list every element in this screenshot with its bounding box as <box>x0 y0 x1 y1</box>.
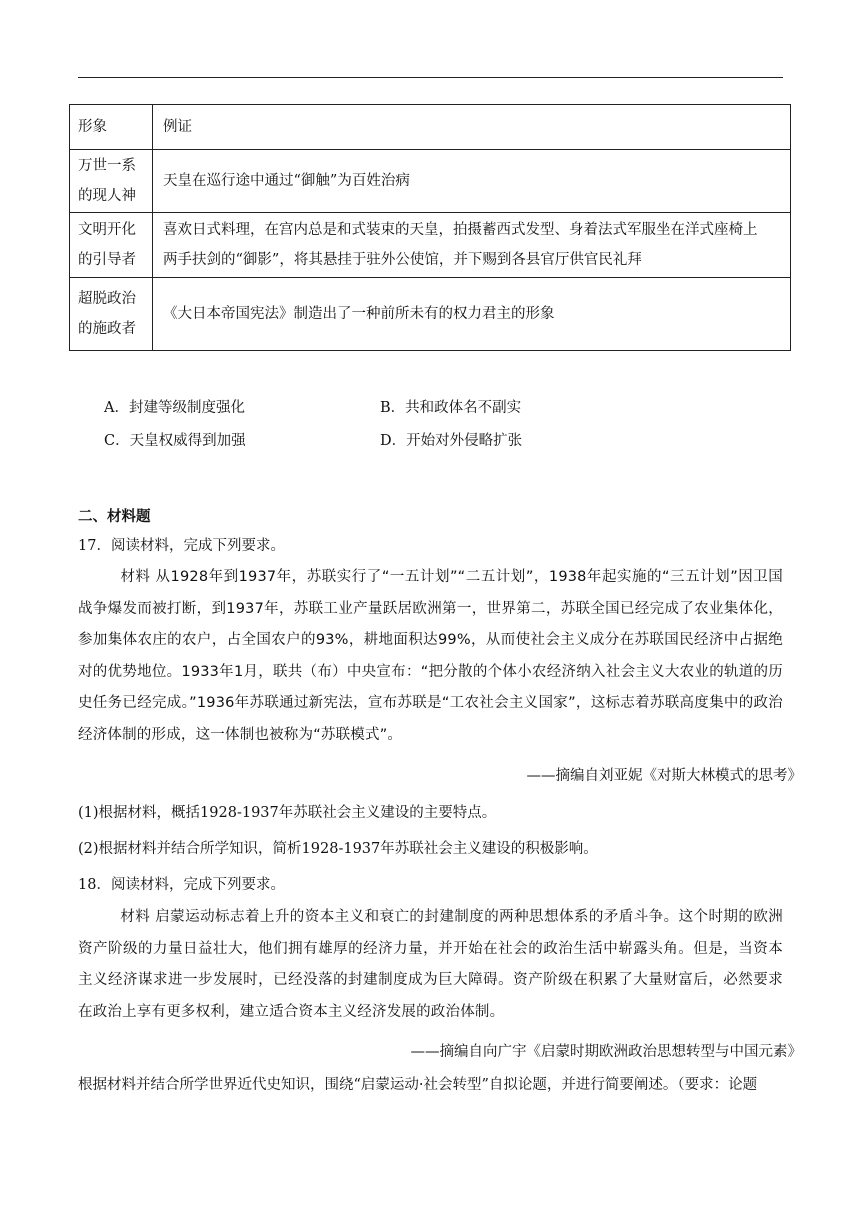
header-cell-evidence: 例证 <box>153 105 791 150</box>
table-row <box>70 150 791 213</box>
q18-material-text: 材料 启蒙运动标志着上升的资本主义和衰亡的封建制度的两种思想体系的矛盾斗争。这个时期的欧洲资产阶级的力量日益壮大，他们拥有雄厚的经济力量，并开始在社会的政治生活中崭露头角。但是，当资本主义经济谋求进一步发展时，已经没落的封建制度成为巨大障碍。资产阶级在积累了大量财富后，必然要求在政治上享有更多权利，建立适合资本主义经济发展的政治体制。 <box>78 909 783 1020</box>
section-title: 二、材料题 <box>78 509 151 525</box>
evidence-cell: 天皇在巡行途中通过“御触”为百姓治病 <box>153 150 791 213</box>
image-line: 的引导者 <box>78 252 136 268</box>
q17-source: ——摘编自刘亚妮《对斯大林模式的思考》 <box>526 768 802 784</box>
evidence-line: 喜欢日式料理，在宫内总是和式装束的天皇，拍摄蓄西式发型、身着法式军服坐在洋式座椅上 <box>163 222 758 238</box>
image-cell <box>70 213 153 278</box>
option-c[interactable]: C．天皇权威得到加强 <box>104 433 246 449</box>
image-line: 万世一系 <box>78 158 136 174</box>
image-line: 超脱政治 <box>78 291 136 307</box>
image-cell <box>70 278 153 351</box>
image-line: 的施政者 <box>78 321 136 337</box>
q18-task: 根据材料并结合所学世界近代史知识，围绕“启蒙运动·社会转型”自拟论题，并进行简要阐述。（要求：论题 <box>78 1077 758 1093</box>
header-cell-image: 形象 <box>70 105 153 150</box>
evidence-cell <box>153 213 791 278</box>
table-row <box>70 278 791 351</box>
table-header-row <box>70 105 791 150</box>
q17-material <box>78 562 783 752</box>
option-d[interactable]: D．开始对外侵略扩张 <box>380 433 523 449</box>
q18-material <box>78 902 783 1028</box>
image-line: 文明开化 <box>78 222 136 238</box>
table-row <box>70 213 791 278</box>
q17-sub2: (2)根据材料并结合所学知识，简析1928-1937年苏联社会主义建设的积极影响。 <box>78 841 598 857</box>
q17-sub1: (1)根据材料，概括1928-1937年苏联社会主义建设的主要特点。 <box>78 805 497 821</box>
evidence-line: 两手扶剑的“御影”，将其悬挂于驻外公使馆，并下赐到各县官厅供官民礼拜 <box>163 252 642 268</box>
option-b[interactable]: B．共和政体名不副实 <box>380 400 522 416</box>
image-evidence-table <box>69 104 791 351</box>
evidence-cell: 《大日本帝国宪法》制造出了一种前所未有的权力君主的形象 <box>153 278 791 351</box>
q18-stem: 18．阅读材料，完成下列要求。 <box>78 877 285 893</box>
header-rule <box>78 77 783 78</box>
q18-source: ——摘编自向广宇《启蒙时期欧洲政治思想转型与中国元素》 <box>410 1044 802 1060</box>
image-cell <box>70 150 153 213</box>
option-a[interactable]: A．封建等级制度强化 <box>104 400 245 416</box>
q17-stem: 17．阅读材料，完成下列要求。 <box>78 538 285 554</box>
image-line: 的现人神 <box>78 188 136 204</box>
q17-material-text: 材料 从1928年到1937年，苏联实行了“一五计划”“二五计划”，1938年起实施的“三五计划”因卫国战争爆发而被打断，到1937年，苏联工业产量跃居欧洲第一，世界第二，苏联全国已经完成了农业集体化，参加集体农庄的农户，占全国农户的93%，耕地面积达99%，从而使社会主义成分在苏联国民经济中占据绝对的优势地位。1933年1月，联共（布）中央宣布：“把分散的个体小农经济纳入社会主义大农业的轨道的历史任务已经完成。”1936年苏联通过新宪法，宣布苏联是“工农社会主义国家”，这标志着苏联高度集中的政治经济体制的形成，这一体制也被称为“苏联模式”。 <box>78 569 783 743</box>
